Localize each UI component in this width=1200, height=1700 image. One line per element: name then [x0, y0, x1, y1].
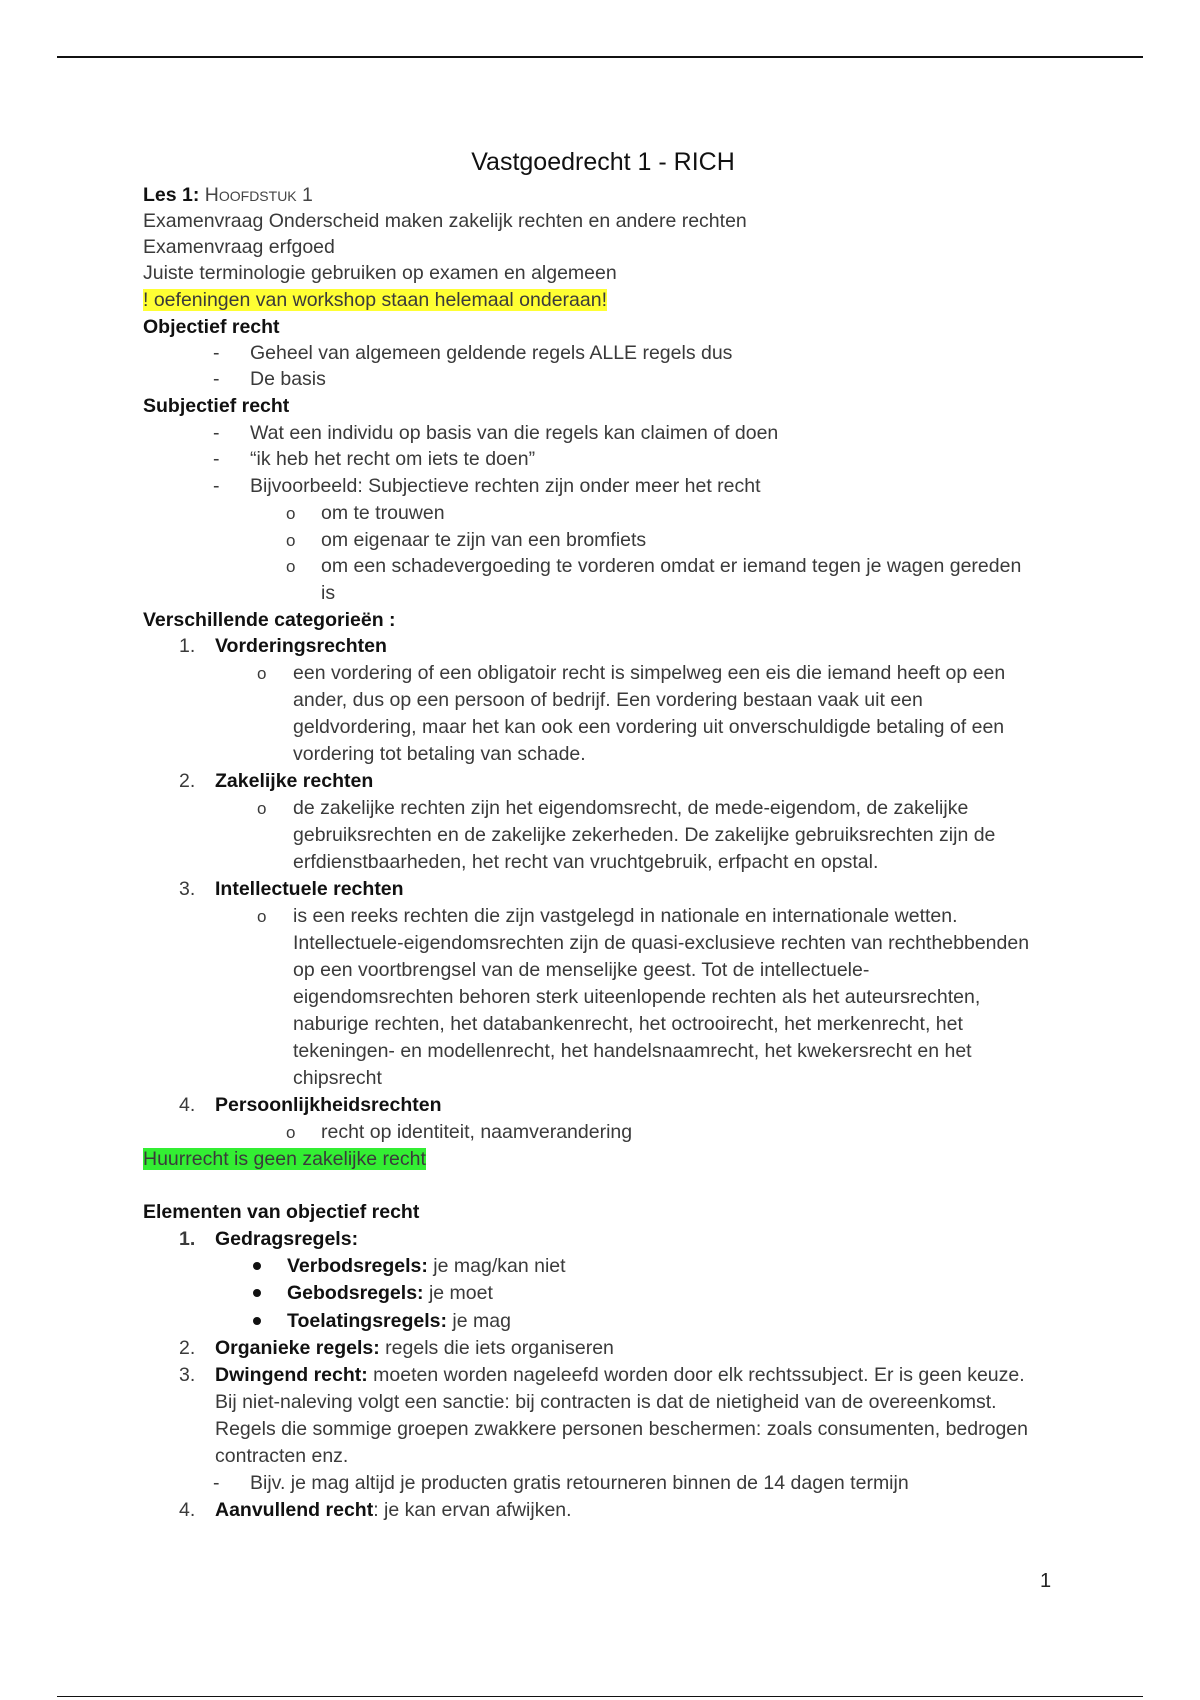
category-text: een vordering of een obligatoir recht is simpelweg een eis die iemand heeft op een	[293, 662, 1006, 684]
dwingend-text: Regels die sommige groepen zwakkere personen beschermen: zoals consumenten, bedrogen	[215, 1418, 1028, 1440]
workshop-note: ! oefeningen van workshop staan helemaal onderaan!	[143, 289, 607, 311]
list-item: Wat een individu op basis van die regels kan claimen of doen	[250, 422, 779, 444]
category-text: tekeningen- en modellenrecht, het handelsnaamrecht, het kwekersrecht en het	[293, 1040, 972, 1062]
bullet-icon	[253, 1262, 261, 1270]
category-text: de zakelijke rechten zijn het eigendomsrecht, de mede-eigendom, de zakelijke	[293, 797, 969, 819]
document-title: Vastgoedrecht 1 - RICH	[471, 148, 735, 176]
organieke-regels: Organieke regels: regels die iets organiseren	[215, 1337, 614, 1359]
dwingend-recht: Dwingend recht: moeten worden nageleefd worden door elk rechtssubject. Er is geen keuze.	[215, 1364, 1025, 1386]
category-text: Intellectuele-eigendomsrechten zijn de quasi-exclusieve rechten van rechthebbenden	[293, 932, 1030, 954]
list-item: De basis	[250, 368, 326, 390]
category-label: Zakelijke rechten	[215, 770, 374, 792]
list-item: Geheel van algemeen geldende regels ALLE regels dus	[250, 342, 733, 364]
category-label: Persoonlijkheidsrechten	[215, 1094, 442, 1116]
bullet-icon	[253, 1289, 261, 1297]
list-number: 1.	[179, 1228, 196, 1250]
page-number: 1	[1040, 1570, 1052, 1592]
intro-line: Examenvraag erfgoed	[143, 236, 335, 258]
category-text: chipsrecht	[293, 1067, 382, 1089]
category-text: recht op identiteit, naamverandering	[321, 1121, 633, 1143]
category-label: Vorderingsrechten	[215, 635, 387, 657]
rule-type: Verbodsregels: je mag/kan niet	[287, 1255, 566, 1277]
category-text: gebruiksrechten en de zakelijke zekerheden. De zakelijke gebruiksrechten zijn de	[293, 824, 996, 846]
gedragsregels-label: Gedragsregels:	[215, 1228, 359, 1250]
rule-type: Toelatingsregels: je mag	[287, 1310, 511, 1332]
list-number: 4.	[179, 1499, 196, 1521]
objectief-heading: Objectief recht	[143, 316, 280, 338]
category-text: erfdienstbaarheden, het recht van vruchtgebruik, erfpacht en opstal.	[293, 851, 879, 873]
dwingend-text: contracten enz.	[215, 1445, 349, 1467]
les-heading	[143, 182, 313, 209]
sub-item: om te trouwen	[321, 502, 445, 524]
category-text: eigendomsrechten behoren sterk uiteenlopende rechten als het auteursrechten,	[293, 986, 981, 1008]
les-label: Les 1:	[143, 184, 200, 206]
footer-rule	[57, 1696, 1143, 1697]
category-text: op een voortbrengsel van de menselijke geest. Tot de intellectuele-	[293, 959, 870, 981]
bullet-icon	[253, 1317, 261, 1325]
rule-type: Gebodsregels: je moet	[287, 1282, 493, 1304]
dwingend-example: Bijv. je mag altijd je producten gratis retourneren binnen de 14 dagen termijn	[250, 1472, 909, 1494]
list-number: 3.	[179, 1364, 196, 1386]
category-text: ander, dus op een persoon of bedrijf. Een vordering bestaan vaak uit een	[293, 689, 923, 711]
dash-marker: -	[213, 342, 220, 364]
category-label: Intellectuele rechten	[215, 878, 404, 900]
circle-bullet-icon: o	[286, 504, 296, 523]
list-item: Bijvoorbeeld: Subjectieve rechten zijn onder meer het recht	[250, 475, 761, 497]
circle-bullet-icon: o	[257, 907, 267, 926]
categories-heading: Verschillende categorieën :	[143, 609, 396, 631]
aanvullend-recht: Aanvullend recht: je kan ervan afwijken.	[215, 1499, 572, 1521]
intro-line: Juiste terminologie gebruiken op examen en algemeen	[143, 262, 617, 284]
chapter-label: Hoofdstuk 1	[204, 184, 313, 206]
dash-marker: -	[213, 422, 220, 444]
subjectief-heading: Subjectief recht	[143, 395, 290, 417]
list-number: 4.	[179, 1094, 196, 1116]
dash-marker: -	[213, 368, 220, 390]
dash-marker: -	[213, 1472, 220, 1494]
list-number: 1.	[179, 635, 196, 657]
sub-item: om een schadevergoeding te vorderen omdat er iemand tegen je wagen gereden	[321, 555, 1022, 577]
circle-bullet-icon: o	[286, 557, 296, 576]
dwingend-text: Bij niet-naleving volgt een sanctie: bij contracten is dat de nietigheid van de overeenkomst.	[215, 1391, 997, 1413]
sub-item-continued: is	[321, 582, 336, 604]
circle-bullet-icon: o	[286, 531, 296, 550]
list-number: 2.	[179, 1337, 196, 1359]
header-rule	[57, 56, 1143, 58]
sub-item: om eigenaar te zijn van een bromfiets	[321, 529, 647, 551]
dash-marker: -	[213, 475, 220, 497]
category-text: naburige rechten, het databankenrecht, het octrooirecht, het merkenrecht, het	[293, 1013, 963, 1035]
elementen-heading: Elementen van objectief recht	[143, 1201, 420, 1223]
circle-bullet-icon: o	[286, 1123, 296, 1142]
list-number: 2.	[179, 770, 196, 792]
circle-bullet-icon: o	[257, 664, 267, 683]
list-number: 3.	[179, 878, 196, 900]
list-item: “ik heb het recht om iets te doen”	[250, 448, 536, 470]
circle-bullet-icon: o	[257, 799, 267, 818]
intro-line: Examenvraag Onderscheid maken zakelijk rechten en andere rechten	[143, 210, 747, 232]
category-text: is een reeks rechten die zijn vastgelegd in nationale en internationale wetten.	[293, 905, 958, 927]
dash-marker: -	[213, 448, 220, 470]
category-text: geldvordering, maar het kan ook een vordering uit onverschuldigde betaling of een	[293, 716, 1005, 738]
huurrecht-note: Huurrecht is geen zakelijke recht	[143, 1148, 426, 1170]
category-text: vordering tot betaling van schade.	[293, 743, 586, 765]
